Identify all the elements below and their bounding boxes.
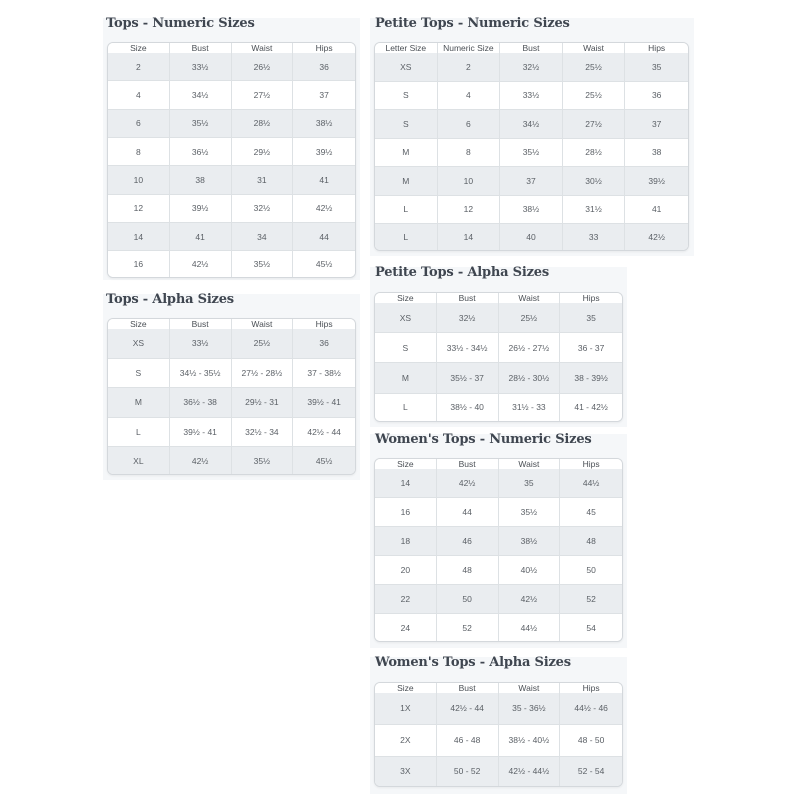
table-cell: 52 [560,585,622,614]
table-cell: 50 [437,585,499,614]
table-row [375,53,688,82]
table-cell: 29½ [232,138,294,166]
table-cell: M [375,363,437,393]
table-row [108,447,355,474]
column-header: Size [375,459,437,469]
table-cell: 38 [625,139,688,168]
table-cell: 42½ [625,224,688,250]
petite-numeric-table [374,42,689,251]
tops-numeric-section [103,18,360,280]
column-header: Size [108,43,170,53]
table-row [108,195,355,223]
column-header: Hips [293,43,355,53]
womens-alpha-title: Women's Tops - Alpha Sizes [375,655,571,670]
table-cell: 16 [108,251,170,277]
table-cell: 39½ [170,195,232,223]
table-cell: 46 [437,527,499,556]
table-cell: 48 [437,556,499,585]
column-header: Waist [499,683,561,693]
womens-numeric-section [370,434,627,648]
table-cell: 36 [293,53,355,81]
table-cell: 35½ - 37 [437,363,499,393]
table-row [375,167,688,196]
table-row [375,757,622,786]
table-cell: S [375,110,438,139]
petite-numeric-title: Petite Tops - Numeric Sizes [375,16,570,31]
table-cell: 40½ [499,556,561,585]
column-header: Numeric Size [438,43,501,53]
table-row [375,693,622,725]
table-row [375,585,622,614]
table-cell: 45½ [293,447,355,474]
table-cell: 36½ [170,138,232,166]
table-row [375,527,622,556]
table-cell: 46 - 48 [437,725,499,757]
table-cell: 6 [108,110,170,138]
table-cell: 41 [170,223,232,251]
table-cell: 42½ [170,251,232,277]
table-header-row [375,43,688,53]
table-cell: 10 [438,167,501,196]
table-cell: 38½ - 40 [437,394,499,421]
petite-alpha-title: Petite Tops - Alpha Sizes [375,265,549,280]
table-header-row [108,43,355,53]
table-cell: L [375,394,437,421]
womens-numeric-table [374,458,623,642]
table-cell: 25½ [563,82,626,111]
table-cell: 12 [108,195,170,223]
table-cell: M [108,388,170,418]
table-cell: 36 [625,82,688,111]
table-cell: 42½ [293,195,355,223]
column-header: Letter Size [375,43,438,53]
table-cell: 27½ [232,81,294,109]
column-header: Waist [499,293,561,303]
table-cell: 14 [438,224,501,250]
table-cell: 33½ - 34½ [437,333,499,363]
table-cell: 8 [108,138,170,166]
column-header: Hips [625,43,688,53]
column-header: Bust [500,43,563,53]
table-cell: 2X [375,725,437,757]
table-cell: 40 [500,224,563,250]
column-header: Waist [232,319,294,329]
table-cell: 27½ - 28½ [232,359,294,389]
table-cell: 10 [108,166,170,194]
petite-numeric-section [370,18,694,256]
table-cell: 48 [560,527,622,556]
table-row [375,110,688,139]
table-row [108,418,355,448]
tops-numeric-title: Tops - Numeric Sizes [106,16,255,31]
table-cell: M [375,167,438,196]
table-cell: 39½ - 41 [293,388,355,418]
table-cell: L [375,196,438,225]
table-cell: 20 [375,556,437,585]
table-row [375,82,688,111]
table-cell: 44½ [560,469,622,498]
table-row [108,388,355,418]
table-row [375,614,622,641]
table-row [375,556,622,585]
table-cell: 26½ [232,53,294,81]
table-cell: 38½ [293,110,355,138]
column-header: Size [375,683,437,693]
table-cell: 52 - 54 [560,757,622,786]
table-cell: XS [375,53,438,82]
table-cell: 18 [375,527,437,556]
table-cell: 44 [437,498,499,527]
table-cell: 37 - 38½ [293,359,355,389]
table-cell: 4 [108,81,170,109]
table-cell: 35 [625,53,688,82]
table-cell: 28½ [232,110,294,138]
column-header: Waist [232,43,294,53]
table-cell: 8 [438,139,501,168]
column-header: Bust [437,459,499,469]
table-row [375,469,622,498]
table-cell: 34½ [170,81,232,109]
column-header: Bust [437,293,499,303]
table-row [375,196,688,225]
womens-numeric-title: Women's Tops - Numeric Sizes [375,432,592,447]
table-cell: 26½ - 27½ [499,333,561,363]
table-cell: 32½ [232,195,294,223]
table-cell: 45½ [293,251,355,277]
womens-alpha-table [374,682,623,787]
table-cell: 2 [108,53,170,81]
table-cell: 42½ [499,585,561,614]
table-row [375,498,622,527]
table-row [108,110,355,138]
table-cell: 33½ [170,329,232,359]
table-cell: 52 [437,614,499,641]
table-row [375,363,622,393]
column-header: Hips [560,459,622,469]
table-cell: 35 - 36½ [499,693,561,725]
table-cell: 37 [625,110,688,139]
table-row [108,359,355,389]
table-cell: 44 [293,223,355,251]
table-header-row [375,293,622,303]
table-cell: XS [375,303,437,333]
table-row [108,223,355,251]
table-cell: 31½ - 33 [499,394,561,421]
table-cell: 50 - 52 [437,757,499,786]
table-cell: 36½ - 38 [170,388,232,418]
table-cell: S [375,82,438,111]
column-header: Hips [560,293,622,303]
table-cell: 39½ [293,138,355,166]
table-cell: 35½ [170,110,232,138]
table-row [375,333,622,363]
table-cell: L [375,224,438,250]
table-cell: 45 [560,498,622,527]
column-header: Bust [170,319,232,329]
table-cell: 25½ [232,329,294,359]
table-cell: 42½ - 44 [437,693,499,725]
table-cell: 33 [563,224,626,250]
column-header: Waist [563,43,626,53]
table-cell: 41 - 42½ [560,394,622,421]
tops-alpha-section [103,294,360,480]
table-cell: 31½ [563,196,626,225]
table-row [375,139,688,168]
table-cell: 2 [438,53,501,82]
table-cell: 16 [375,498,437,527]
table-cell: 41 [625,196,688,225]
column-header: Bust [170,43,232,53]
tops-alpha-title: Tops - Alpha Sizes [106,292,234,307]
table-cell: 22 [375,585,437,614]
table-header-row [375,683,622,693]
table-cell: XL [108,447,170,474]
table-row [108,81,355,109]
tops-numeric-table [107,42,356,278]
table-cell: 54 [560,614,622,641]
table-cell: 39½ - 41 [170,418,232,448]
table-row [108,138,355,166]
table-row [375,224,688,250]
table-cell: 4 [438,82,501,111]
table-cell: 31 [232,166,294,194]
table-cell: 35 [560,303,622,333]
table-row [375,394,622,421]
table-cell: 28½ - 30½ [499,363,561,393]
table-cell: S [375,333,437,363]
table-cell: 28½ [563,139,626,168]
table-cell: 34 [232,223,294,251]
table-cell: 50 [560,556,622,585]
table-cell: 34½ [500,110,563,139]
table-row [375,303,622,333]
table-cell: 35 [499,469,561,498]
table-cell: 35½ [232,447,294,474]
table-cell: 42½ - 44 [293,418,355,448]
table-cell: 38½ - 40½ [499,725,561,757]
table-cell: 12 [438,196,501,225]
table-cell: 25½ [563,53,626,82]
table-cell: 35½ [232,251,294,277]
table-cell: 29½ - 31 [232,388,294,418]
table-cell: 37 [293,81,355,109]
table-header-row [375,459,622,469]
table-cell: 30½ [563,167,626,196]
table-cell: S [108,359,170,389]
table-cell: 36 [293,329,355,359]
table-cell: 35½ [500,139,563,168]
table-cell: 44½ - 46 [560,693,622,725]
table-cell: 33½ [500,82,563,111]
womens-alpha-section [370,657,627,794]
table-cell: 38½ [499,527,561,556]
table-cell: 25½ [499,303,561,333]
table-row [108,251,355,277]
table-cell: M [375,139,438,168]
column-header: Waist [499,459,561,469]
table-row [108,53,355,81]
table-cell: 27½ [563,110,626,139]
table-cell: 36 - 37 [560,333,622,363]
table-cell: 32½ - 34 [232,418,294,448]
petite-alpha-section [370,267,627,427]
table-cell: 41 [293,166,355,194]
table-cell: 39½ [625,167,688,196]
table-cell: 48 - 50 [560,725,622,757]
table-cell: 38 [170,166,232,194]
table-cell: 6 [438,110,501,139]
table-cell: 42½ [170,447,232,474]
table-row [108,166,355,194]
table-cell: 32½ [437,303,499,333]
column-header: Size [108,319,170,329]
table-cell: 38 - 39½ [560,363,622,393]
table-cell: 44½ [499,614,561,641]
table-cell: 42½ [437,469,499,498]
table-cell: XS [108,329,170,359]
table-cell: 3X [375,757,437,786]
table-row [108,329,355,359]
table-cell: 42½ - 44½ [499,757,561,786]
table-header-row [108,319,355,329]
tops-alpha-table [107,318,356,475]
column-header: Hips [293,319,355,329]
table-row [375,725,622,757]
column-header: Bust [437,683,499,693]
table-cell: 14 [375,469,437,498]
table-cell: 34½ - 35½ [170,359,232,389]
table-cell: L [108,418,170,448]
table-cell: 33½ [170,53,232,81]
table-cell: 37 [500,167,563,196]
table-cell: 1X [375,693,437,725]
table-cell: 32½ [500,53,563,82]
column-header: Size [375,293,437,303]
table-cell: 24 [375,614,437,641]
table-cell: 38½ [500,196,563,225]
column-header: Hips [560,683,622,693]
table-cell: 14 [108,223,170,251]
table-cell: 35½ [499,498,561,527]
petite-alpha-table [374,292,623,422]
